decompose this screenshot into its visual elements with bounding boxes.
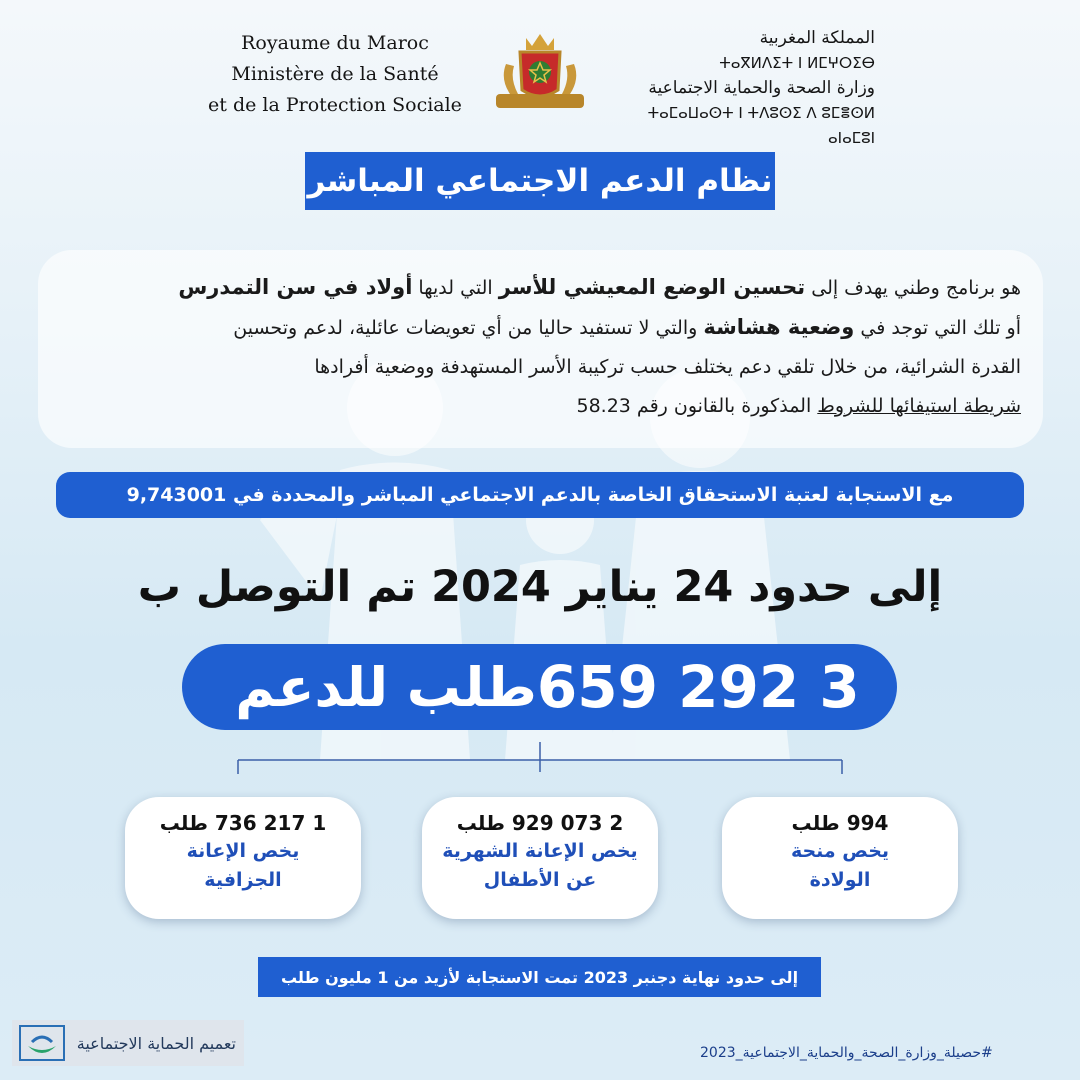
card-label-line: يخص منحة: [790, 840, 890, 862]
morocco-coat-of-arms-icon: [492, 24, 588, 120]
card-label-line: يخص الإعانة: [186, 840, 300, 862]
social-protection-emblem-icon: [18, 1024, 66, 1062]
page-title: نظام الدعم الاجتماعي المباشر: [305, 152, 775, 210]
header-ar-ministry: وزارة الصحة والحماية الاجتماعية: [648, 78, 875, 98]
total-requests-unit: طلب للدعم: [235, 655, 537, 719]
desc-text: التي لديها: [412, 277, 499, 299]
desc-text: أو تلك التي توجد في: [854, 317, 1021, 339]
eligibility-threshold-banner: مع الاستجابة لعتبة الاستحقاق الخاصة بالدعم الاجتماعي المباشر والمحددة في 9,743001: [56, 472, 1024, 518]
social-protection-logo: [12, 1020, 244, 1066]
header-fr-kingdom: Royaume du Maroc: [241, 32, 429, 54]
card-birth-grant: [722, 797, 958, 919]
card-monthly-child-aid: [422, 797, 658, 919]
desc-emphasis: أولاد في سن التمدرس: [178, 275, 413, 299]
card-label-line: الولادة: [809, 869, 871, 891]
december-2023-note: إلى حدود نهاية دجنبر 2023 تمت الاستجابة لأزيد من 1 مليون طلب: [258, 957, 821, 997]
description-line-3: القدرة الشرائية، من خلال تلقي دعم يختلف حسب تركيبة الأسر المستهدفة ووضعية أفرادها: [314, 356, 1021, 378]
header-arabic-text: [600, 26, 875, 151]
desc-emphasis: تحسين الوضع المعيشي للأسر: [498, 275, 806, 299]
description-line-2: [60, 308, 1021, 348]
description-line-1: [60, 268, 1021, 308]
header-fr-ministry: Ministère de la Santé: [231, 63, 439, 85]
card-count: 2 073 929 طلب: [456, 811, 624, 835]
header-ar-kingdom: المملكة المغربية: [759, 28, 875, 48]
card-count: 994 طلب: [791, 811, 889, 835]
date-headline: إلى حدود 24 يناير 2024 تم التوصل ب: [137, 562, 943, 612]
desc-text: والتي لا تستفيد حاليا من أي تعويضات عائلية، لدعم وتحسين: [233, 317, 704, 339]
header-french-text: [200, 28, 470, 121]
desc-emphasis: وضعية هشاشة: [703, 315, 855, 339]
total-requests-pill: [182, 644, 897, 730]
description-line-4: [60, 387, 1021, 426]
logo-text: تعميم الحماية الاجتماعية: [76, 1033, 236, 1053]
desc-text: هو برنامج وطني يهدف إلى: [805, 277, 1021, 299]
header-tifinagh-kingdom: ⵜⴰⴳⵍⴷⵉⵜ ⵏ ⵍⵎⵖⵔⵉⴱ: [719, 54, 875, 72]
desc-underlined: شريطة استيفائها للشروط: [817, 395, 1021, 417]
hashtag-text: #حصيلة_وزارة_الصحة_والحماية_الاجتماعية_2023: [700, 1045, 993, 1061]
total-requests-number: 3 292 659: [536, 653, 860, 721]
card-count: 1 217 736 طلب: [159, 811, 327, 835]
card-lump-sum-aid: [125, 797, 361, 919]
card-label-line: يخص الإعانة الشهرية: [442, 840, 638, 862]
desc-text: المذكورة بالقانون رقم 58.23: [576, 395, 818, 417]
header-tifinagh-ministry: ⵜⴰⵎⴰⵡⴰⵙⵜ ⵏ ⵜⴷⵓⵙⵉ ⴷ ⵓⵎⴻⵙⵍ ⴰⵏⴰⵎⵓⵏ: [647, 104, 875, 147]
card-label-line: عن الأطفال: [483, 869, 597, 891]
description-box: [38, 250, 1043, 448]
card-label-line: الجزافية: [204, 869, 282, 891]
header-fr-protection: et de la Protection Sociale: [208, 94, 462, 116]
